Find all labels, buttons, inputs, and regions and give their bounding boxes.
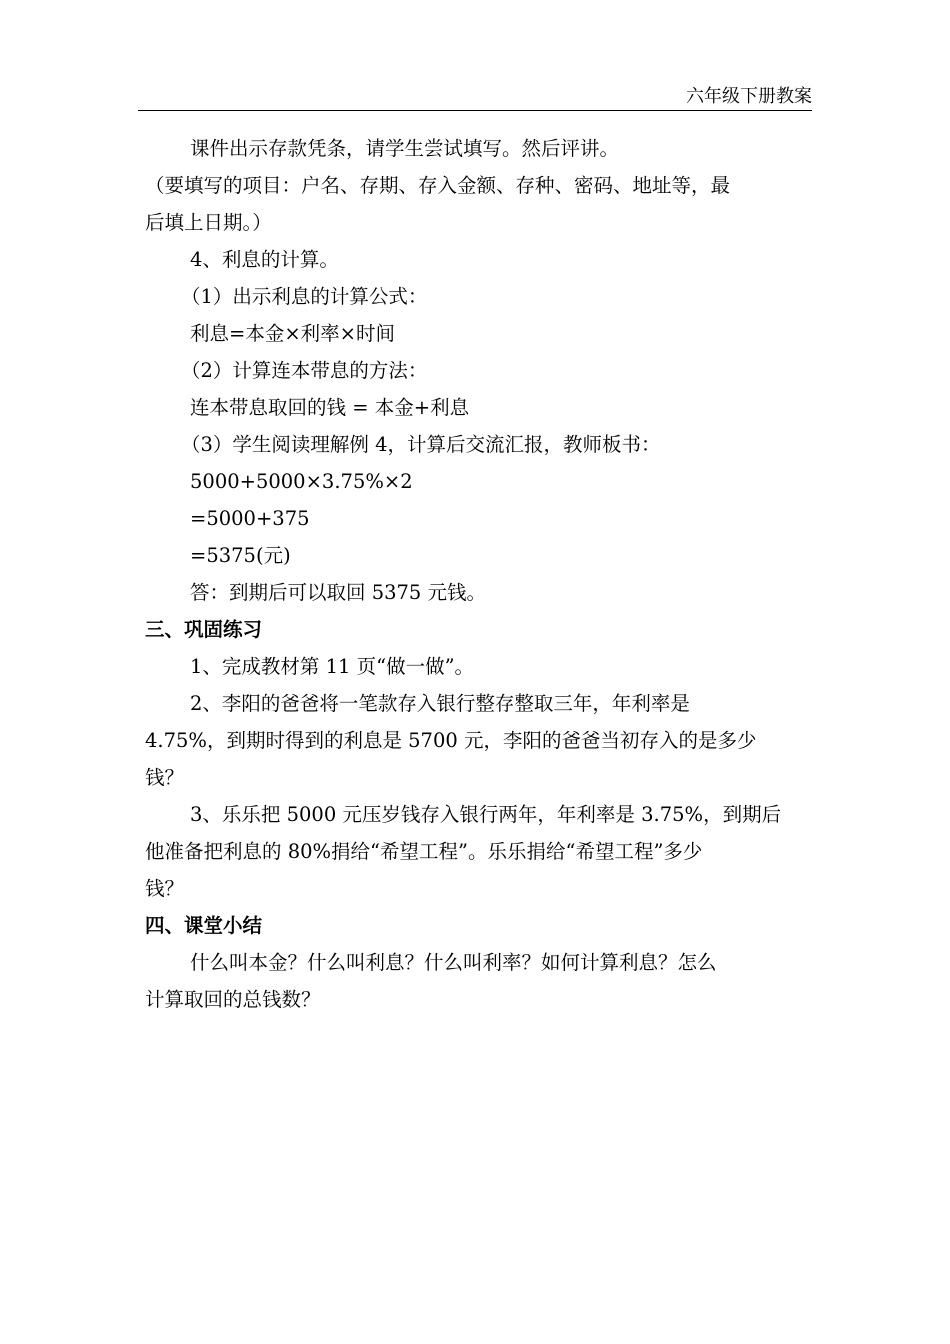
page-header	[138, 86, 812, 111]
exercise-1: 1、完成教材第 11 页“做一做”。	[190, 655, 475, 678]
exercise-2-line2: 4.75%，到期时得到的利息是 5700 元，李阳的爸爸当初存入的是多少	[145, 729, 757, 752]
paragraph-fill-items-line1	[145, 167, 810, 204]
exercise-2-line3: 钱？	[145, 766, 185, 789]
exercise-2-line1: 2、李阳的爸爸将一笔款存入银行整存整取三年，年利率是	[190, 692, 690, 715]
step-4-heading: 4、利息的计算。	[190, 248, 339, 271]
paragraph-deposit-slip: 课件出示存款凭条，请学生尝试填写。然后评讲。	[190, 137, 620, 160]
exercise-3-line1: 3、乐乐把 5000 元压岁钱存入银行两年，年利率是 3.75%，到期后	[190, 803, 782, 826]
summary-line2: 计算取回的总钱数？	[145, 988, 321, 1011]
interest-formula: 利息=本金×利率×时间	[190, 322, 396, 345]
sub-step-2: （2）计算连本带息的方法：	[181, 359, 428, 382]
header-title: 六年级下册教案	[686, 86, 812, 107]
summary-line1: 什么叫本金？什么叫利息？什么叫利率？如何计算利息？怎么	[190, 951, 717, 974]
answer-line: 答：到期后可以取回 5375 元钱。	[190, 581, 487, 604]
sub-step-1: （1）出示利息的计算公式：	[181, 285, 428, 308]
document-body	[145, 130, 810, 1018]
calculation-line-2: =5000+375	[190, 507, 310, 530]
section-3-heading: 三、巩固练习	[145, 618, 263, 641]
exercise-3-line2: 他准备把利息的 80%捐给“希望工程”。乐乐捐给“希望工程”多少	[145, 840, 703, 863]
section-4-heading: 四、课堂小结	[145, 914, 263, 937]
calculation-line-1: 5000+5000×3.75%×2	[190, 470, 413, 493]
calculation-line-3: =5375(元)	[190, 544, 291, 567]
exercise-3-line3: 钱？	[145, 877, 185, 900]
fill-items-text: （要填写的项目：户名、存期、存入金额、存种、密码、地址等，最	[145, 174, 731, 197]
sub-step-3: （3）学生阅读理解例 4，计算后交流汇报，教师板书：	[181, 433, 661, 456]
total-formula: 连本带息取回的钱 = 本金+利息	[190, 396, 470, 419]
paragraph-fill-items-line2: 后填上日期。）	[145, 211, 272, 234]
